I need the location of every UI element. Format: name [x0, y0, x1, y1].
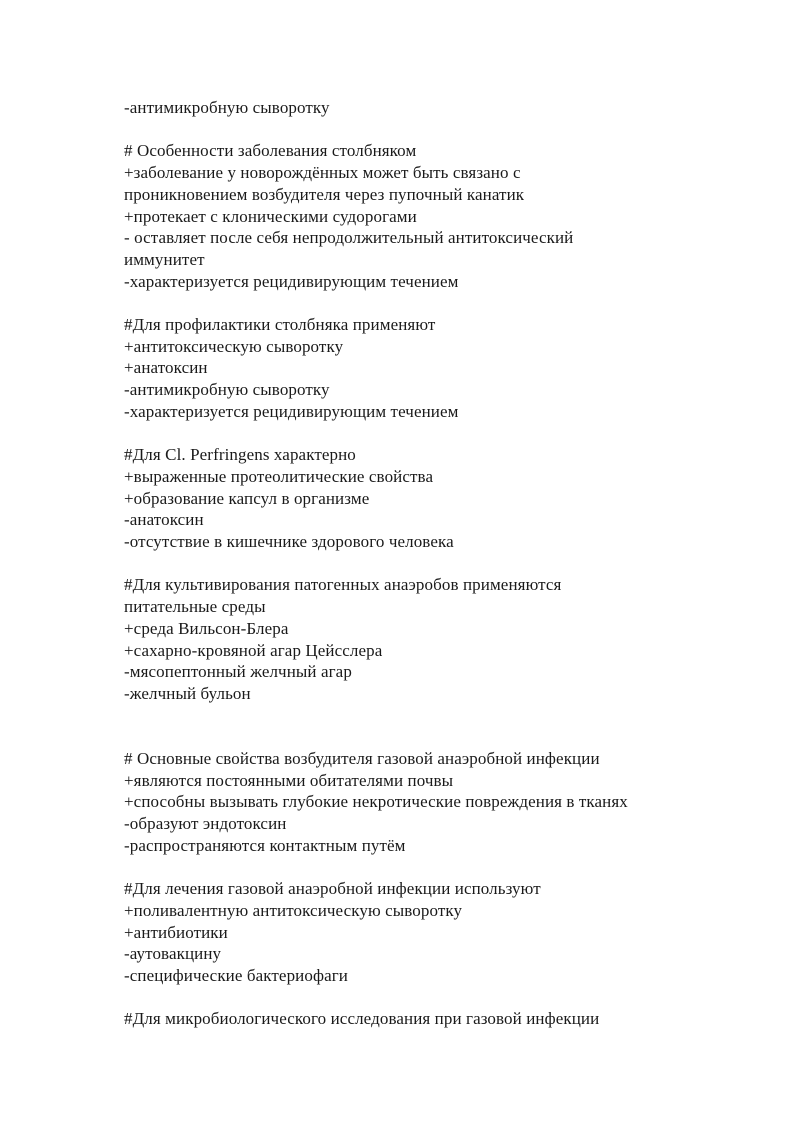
question-block-gas-infection-treatment: [124, 878, 764, 987]
question-block-gas-infection-diagnostics: [124, 1008, 764, 1030]
spacer: [124, 423, 764, 445]
answer-line: - оставляет после себя непродолжительный антитоксический: [124, 228, 574, 248]
answer-line: +способны вызывать глубокие некротические повреждения в тканях: [124, 792, 628, 812]
intro-block: [124, 97, 764, 119]
question-heading: #Для микробиологического исследования при газовой инфекции: [124, 1009, 600, 1029]
answer-line: -специфические бактериофаги: [124, 966, 349, 986]
answer-line: -анатоксин: [124, 510, 204, 530]
question-heading: # Основные свойства возбудителя газовой анаэробной инфекции: [124, 749, 600, 769]
answer-line: +среда Вильсон-Блера: [124, 618, 289, 638]
answer-line: проникновением возбудителя через пупочный канатик: [124, 184, 525, 204]
answer-line: +анатоксин: [124, 358, 208, 378]
question-heading: #Для профилактики столбняка применяют: [124, 315, 436, 334]
answer-line: -характеризуется рецидивирующим течением: [124, 401, 459, 421]
answer-line: -образуют эндотоксин: [124, 814, 287, 834]
question-block-tetanus-prevention: [124, 314, 764, 423]
answer-line: -антимикробную сыворотку: [124, 98, 330, 117]
question-block-gas-infection-properties: [124, 748, 764, 857]
answer-line: +выраженные протеолитические свойства: [124, 466, 434, 486]
answer-line: +являются постоянными обитателями почвы: [124, 770, 454, 790]
spacer: [124, 987, 764, 1009]
answer-line: иммунитет: [124, 249, 205, 269]
question-block-anaerobe-cultivation: [124, 574, 764, 704]
answer-line: -мясопептонный желчный агар: [124, 662, 352, 682]
answer-line: +образование капсул в организме: [124, 488, 370, 508]
question-heading-continued: питательные среды: [124, 597, 266, 617]
answer-line: +протекает с клоническими судорогами: [124, 206, 417, 226]
answer-line: +сахарно-кровяной агар Цейсслера: [124, 640, 383, 660]
document-text: [124, 97, 764, 1030]
question-heading: #Для лечения газовой анаэробной инфекции используют: [124, 879, 541, 899]
spacer: [124, 553, 764, 575]
answer-line: +заболевание у новорождённых может быть связано с: [124, 163, 521, 183]
question-block-perfringens: [124, 444, 764, 553]
spacer: [124, 857, 764, 879]
answer-line: +поливалентную антитоксическую сыворотку: [124, 900, 463, 920]
spacer: [124, 292, 764, 314]
answer-line: -распространяются контактным путём: [124, 835, 406, 855]
answer-line: -аутовакцину: [124, 944, 222, 964]
answer-line: -отсутствие в кишечнике здорового человека: [124, 532, 454, 552]
question-heading: #Для Cl. Perfringens характерно: [124, 445, 356, 465]
spacer: [124, 705, 764, 748]
answer-line: +антитоксическую сыворотку: [124, 336, 344, 356]
answer-line: -антимикробную сыворотку: [124, 380, 330, 400]
question-block-tetanus-features: [124, 140, 764, 292]
spacer: [124, 119, 764, 141]
question-heading: #Для культивирования патогенных анаэробов применяются: [124, 575, 562, 595]
question-heading: # Особенности заболевания столбняком: [124, 141, 417, 161]
answer-line: +антибиотики: [124, 922, 228, 942]
answer-line: -желчный бульон: [124, 683, 251, 703]
answer-line: -характеризуется рецидивирующим течением: [124, 271, 459, 291]
